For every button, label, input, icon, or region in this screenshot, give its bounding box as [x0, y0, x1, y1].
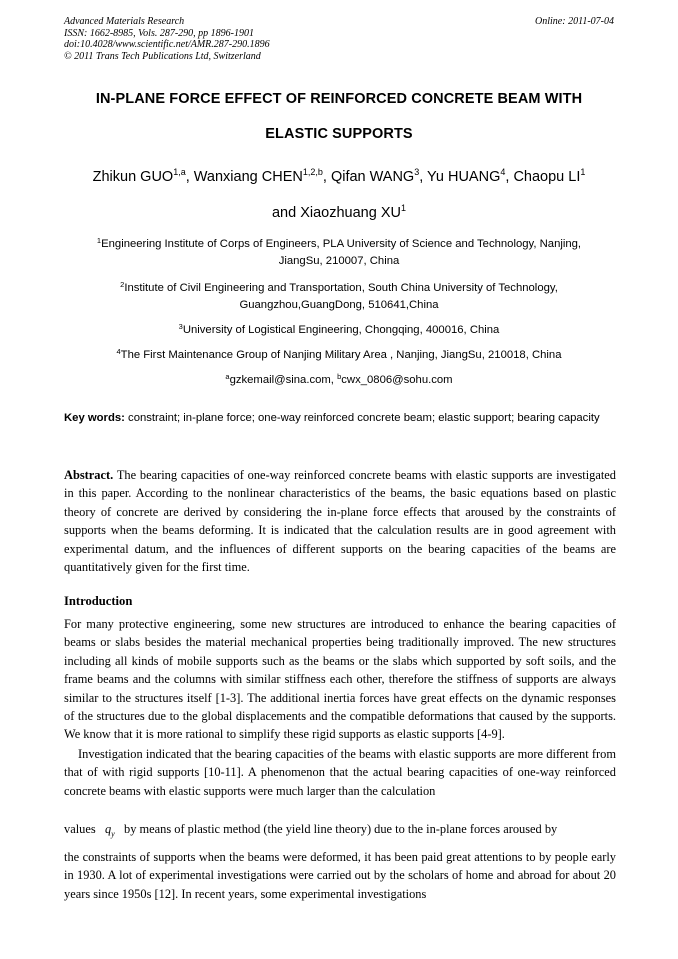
keywords-text: constraint; in-plane force; one-way reinforced concrete beam; elastic support; bearing capacity: [128, 412, 600, 424]
author-sup: 1,2,b: [302, 167, 323, 177]
paper-title-line1: IN-PLANE FORCE EFFECT OF REINFORCED CONCRETE BEAM WITH: [95, 91, 583, 107]
intro-paragraph-1: For many protective engineering, some new structures are introduced to enhance the bearing capacities of beams or slabs besides the material mechanical properties being traditionally improved. The new structures including all kinds of mobile supports such as the beams or the slabs which supported by soft soils, and the frame beams and the columns with similar stiffness each other, therefore the stiffness of supports are always similar to the structures itself [1-3]. The additional inertia forces have great effects on the dynamic responses of the structures due to the global displacements and the compatible deformations that caused by the supports. We know that it is more rational to simplify these rigid supports as elastic supports [4-9].: [64, 617, 616, 742]
abstract-label: Abstract.: [64, 468, 114, 482]
affiliation-3: [40, 322, 638, 339]
affiliation-text: Institute of Civil Engineering and Transportation, South China University of Technology,: [124, 282, 558, 294]
doi-line: doi:10.4028/www.scientific.net/AMR.287-290.1896: [64, 39, 270, 50]
author-sup: 3: [414, 167, 420, 177]
intro-formula-line: [64, 820, 616, 844]
email-sup: b: [337, 372, 342, 381]
intro-paragraph-3: the constraints of supports when the beams were deformed, it has been paid great attentions to by people early in 1930. A lot of experimental investigations were carried out by the scholars of home and abroad for about 20 years since 1950s [12]. In recent years, some experimental investigations: [64, 850, 616, 901]
paper-title-line2: ELASTIC SUPPORTS: [265, 126, 413, 142]
email-a[interactable]: gzkemail@sina.com,: [229, 374, 334, 386]
copyright-line: © 2011 Trans Tech Publications Ltd, Switzerland: [64, 50, 261, 62]
affiliation-sup: 3: [178, 322, 183, 331]
affiliation-text: Guangzhou,GuangDong, 510641,China: [239, 299, 439, 311]
author-name: Yu HUANG: [427, 169, 501, 185]
author-sup: 1,a: [173, 167, 186, 177]
affiliation-sup: 4: [116, 347, 121, 356]
abstract: [64, 466, 616, 576]
author-name: Zhikun GUO: [92, 169, 174, 185]
journal-header: [64, 16, 270, 62]
journal-name: Advanced Materials Research: [64, 16, 185, 27]
affiliation-text: University of Logistical Engineering, Chongqing, 400016, China: [182, 324, 500, 336]
intro-paragraph-2-text: Investigation indicated that the bearing capacities of the beams with elastic supports are more different from that of with rigid supports [10-11]. A phenomenon that the actual bearing capacities of one-way reinforced concrete beams with elastic supports were much larger than the calculation: [64, 747, 616, 798]
affiliation-2: [40, 280, 638, 314]
abstract-text: The bearing capacities of one-way reinforced concrete beams with elastic supports are investigated in this paper. According to the nonlinear characteristics of the beams, the basic equations based on plastic theory of concrete are derived by considering the in-plane force effects that aroused by the constraints of supports when the beams deforming. It is indicated that the calculation results are in good agreement with experimental datum, and the influences of different supports on the bearing capacities of the beams are quantitatively given for the first time.: [64, 468, 616, 575]
author-name: Qifan WANG: [330, 169, 415, 185]
values-word: values: [64, 822, 96, 836]
author-list: Zhikun GUO$^{1,a}$, Wanxiang CHEN$^{1,2,b}$, Qifan WANG$^3$, Yu HUANG$^4$, Chaopu $LI^1$: [92, 167, 586, 185]
email-line: [40, 372, 638, 389]
author-name: Chaopu LI: [513, 169, 581, 185]
affiliation-text: JiangSu, 210007, China: [278, 255, 400, 267]
keywords: [64, 409, 616, 427]
affiliation-sup: 2: [120, 280, 125, 289]
yield-load-symbol: $q_y$: [104, 822, 115, 839]
affiliation-text: Engineering Institute of Corps of Engineers, PLA University of Science and Technology, Nanjing,: [101, 238, 582, 250]
affiliation-sup: 1: [96, 236, 102, 245]
author-sup: 4: [500, 167, 506, 177]
author-sup: 1: [580, 167, 586, 177]
author-list-cont: [20, 205, 658, 221]
intro-formula-text: by means of plastic method (the yield line theory) due to the in-plane forces aroused by: [124, 822, 558, 836]
author-name: Wanxiang CHEN: [193, 169, 303, 185]
section-heading-introduction: Introduction: [64, 594, 133, 608]
email-sup: a: [225, 372, 230, 381]
affiliation-1: [40, 236, 638, 270]
affiliation-text: The First Maintenance Group of Nanjing Military Area , Nanjing, JiangSu, 210018, China: [120, 349, 562, 361]
keywords-label: Key words:: [64, 412, 125, 424]
online-date: Online: 2011-07-04: [535, 16, 614, 27]
author-sup: 1: [400, 203, 406, 213]
affiliation-4: [40, 347, 638, 364]
author-name: and Xiaozhuang XU: [271, 205, 401, 221]
issn-line: ISSN: 1662-8985, Vols. 287-290, pp 1896-1901: [64, 27, 254, 39]
email-b[interactable]: cwx_0806@sohu.com: [341, 374, 453, 386]
intro-paragraph-2: [64, 745, 616, 800]
